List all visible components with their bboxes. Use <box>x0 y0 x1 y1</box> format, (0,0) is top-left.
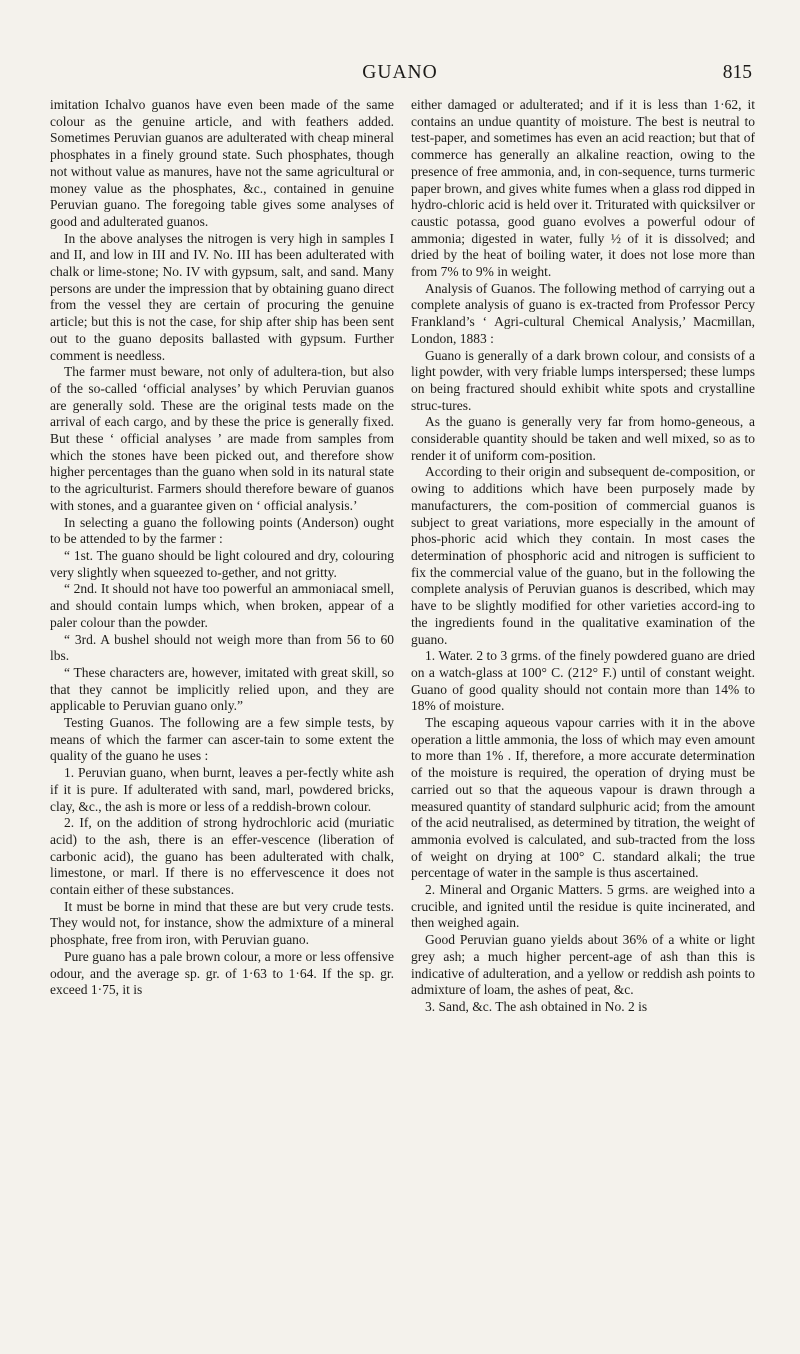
paragraph: The escaping aqueous vapour carries with it in the above operation a little ammonia, the loss of which may even amount to more than 1% . If, therefore, a more accurate determination of the moisture is required, the operation of drying must be carried out so that the aqueous vapour is drawn through a measured quantity of standard sulphuric acid; from the amount of the acid neutralised, as determined by titration, the weight of ammonia evolved is calculated, and sub-tracted from the loss of weight on drying at 100° C. standard alkali; the true percentage of water in the sample is thus ascertained. <box>411 715 755 881</box>
paragraph: “ 3rd. A bushel should not weigh more than from 56 to 60 lbs. <box>50 631 394 664</box>
section-paragraph: Analysis of Guanos. The following method of carrying out a complete analysis of guano is ex-tracted from Professor Percy Frankland’s ‘ Agri-cultural Chemical Analysis,’ Macmillan, London, 1883 : <box>411 280 755 346</box>
text-columns <box>50 97 757 1277</box>
paragraph: “ 2nd. It should not have too powerful an ammoniacal smell, and should contain lumps which, when broken, appear of a paler colour than the powder. <box>50 581 394 630</box>
paragraph: Guano is generally of a dark brown colour, and consists of a light powder, with very friable lumps interspersed; these lumps on being fractured should exhibit white spots and crystalline struc-tures. <box>411 347 755 413</box>
paragraph: As the guano is generally very far from homo-geneous, a considerable quantity should be taken and well mixed, so as to render it of uniform com-position. <box>411 414 755 463</box>
running-head: GUANO <box>362 62 438 83</box>
numbered-item: 2. If, on the addition of strong hydrochloric acid (muriatic acid) to the ash, there is an effer-vescence (liberation of carbonic acid), the guano has been adulterated with chalk, limestone, or marl. If there is no effervescence it does not contain either of these substances. <box>50 815 394 898</box>
paragraph: According to their origin and subsequent de-composition, or owing to additions which have been purposely made by manufacturers, the com-position of commercial guanos is subject to great variations, more especially in the amount of phos-phoric acid which they contain. In most cases the determination of phosphoric acid and nitrogen is sufficient to fix the commercial value of the guano, but in the following the complete analysis of Peruvian guanos is described, which may have to be slightly modified for other varieties accord-ing to the ingredients found in the qualitative examination of the guano. <box>411 464 755 647</box>
paragraph: “ These characters are, however, imitated with great skill, so that they cannot be implicitly relied upon, and they are applicable to Peruvian guano only.” <box>50 664 394 714</box>
left-column <box>50 97 394 999</box>
numbered-item: 1. Peruvian guano, when burnt, leaves a per-fectly white ash if it is pure. If adulterated with sand, marl, powdered bricks, clay, &c., the ash is more or less of a reddish-brown colour. <box>50 765 394 814</box>
page-number: 815 <box>722 62 752 83</box>
page-header <box>20 62 780 92</box>
numbered-item: 1. Water. 2 to 3 grms. of the finely powdered guano are dried on a watch-glass at 100° C. (212° F.) until of constant weight. Guano of good quality should not contain more than 14% to 18% of moisture. <box>411 648 755 714</box>
paragraph: either damaged or adulterated; and if it is less than 1·62, it contains an undue quantity of moisture. The best is neutral to test-paper, and sometimes has even an acid reaction; but that of commerce has generally an alkaline reaction, owing to the presence of free ammonia, and, in con-sequence, turns turmeric paper brown, and gives white fumes when a glass rod dipped in hydro-chloric acid is held over it. Triturated with quicksilver or caustic potassa, good guano evolves a powerful odour of ammonia; digested in water, fully ½ of it is dissolved; and dried by the heat of boiling water, it does not lose more than from 7% to 9% in weight. <box>411 97 755 280</box>
paragraph: In selecting a guano the following points (Anderson) ought to be attended to by the farmer : <box>50 514 394 547</box>
paragraph: imitation Ichalvo guanos have even been made of the same colour as the genuine article, and with feathers added. Sometimes Peruvian guanos are adulterated with cheap mineral phosphates in a finely ground state. Such phosphates, though not without value as manures, have not the same agricultural or money value as the phosphates, &c., contained in genuine Peruvian guano. The foregoing table gives some analyses of good and adulterated guanos. <box>50 97 394 229</box>
numbered-item: 3. Sand, &c. The ash obtained in No. 2 is <box>425 998 648 1014</box>
paragraph: It must be borne in mind that these are but very crude tests. They would not, for instance, show the admixture of a mineral phosphate, free from iron, with Peruvian guano. <box>50 898 394 948</box>
paragraph: Good Peruvian guano yields about 36% of a white or light grey ash; a much higher percent-age of ash than this is indicative of adulteration, and a yellow or reddish ash points to admixture of loam, the ashes of peat, &c. <box>411 932 755 998</box>
numbered-item: 2. Mineral and Organic Matters. 5 grms. are weighed into a crucible, and ignited until the residue is quite incinerated, and then weighed again. <box>411 882 755 931</box>
section-paragraph: Testing Guanos. The following are a few simple tests, by means of which the farmer can ascer-tain to some extent the quality of the guano he uses : <box>50 715 394 764</box>
right-column <box>411 97 755 1016</box>
paragraph: The farmer must beware, not only of adultera-tion, but also of the so-called ‘official analyses’ by which Peruvian guanos are generally sold. These are the original tests made on the arrival of each cargo, and by these the price is generally fixed. But these ‘ official analyses ’ are made from samples from which the stones have been picked out, and therefore show higher percentages than the guano when sold in its natural state to the agriculturist. Farmers should therefore beware of guanos with stones, and a guarantee given on ‘ official analysis.’ <box>50 364 394 513</box>
paragraph: In the above analyses the nitrogen is very high in samples I and II, and low in III and IV. No. III has been adulterated with chalk or lime-stone; No. IV with gypsum, salt, and sand. Many persons are under the impression that by obtaining guano direct from the vessel they are certain of procuring the genuine article; but this is not the case, for ship after ship has been sent out to the guano deposits ballasted with gypsum. Further comment is needless. <box>50 230 394 363</box>
paragraph: Pure guano has a pale brown colour, a more or less offensive odour, and the average sp. gr. of 1·63 to 1·64. If the sp. gr. exceed 1·75, it is <box>50 948 394 998</box>
paragraph: “ 1st. The guano should be light coloured and dry, colouring very slightly when squeezed to-gether, and not gritty. <box>50 547 394 580</box>
